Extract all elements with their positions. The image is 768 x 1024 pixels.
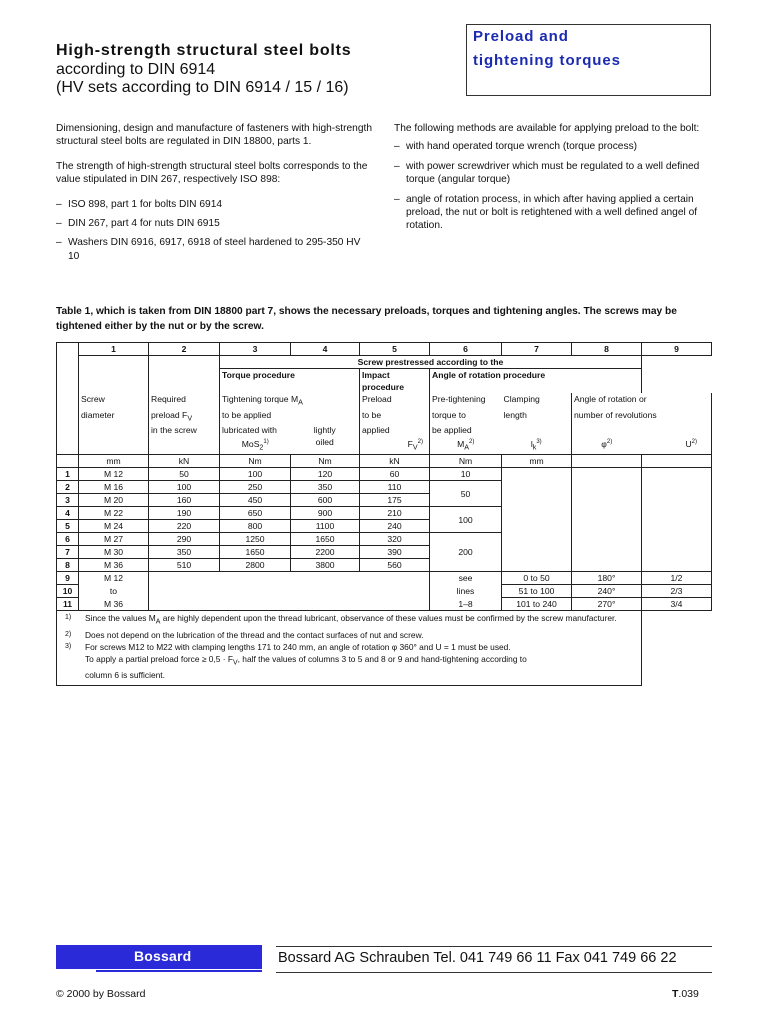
fn-marker: 2) — [65, 630, 72, 638]
angle-procedure-header: Angle of rotation procedure — [430, 369, 642, 382]
h-sup: 2) — [691, 439, 697, 446]
col-num: 7 — [502, 343, 572, 356]
col-num: 4 — [291, 343, 360, 356]
cell-preload: 510 — [149, 559, 220, 572]
cell-torque-mos2: 100 — [220, 468, 291, 481]
cell-diameter: M 20 — [79, 494, 149, 507]
footnote-3 — [61, 641, 637, 653]
page-suffix: .039 — [678, 988, 699, 1000]
cell-angle: 240° — [572, 585, 642, 598]
list-item: – ISO 898, part 1 for bolts DIN 6914 — [56, 198, 374, 211]
cell-impact-preload: 110 — [360, 481, 430, 494]
list-item: – angle of rotation process, in which after having applied a certain preload, the nut or bolt is retightened with a well defined angel of rotation. — [394, 193, 712, 233]
list-item: – Washers DIN 6916, 6917, 6918 of steel hardened to 295-350 HV 10 — [56, 236, 374, 263]
cell-clamping: 101 to 240 — [502, 598, 572, 611]
h-torque-to: torque to — [430, 409, 502, 425]
standards-list — [56, 198, 374, 264]
footer-rule-bottom — [276, 972, 712, 973]
table-row — [57, 572, 712, 585]
contact-line: Bossard AG Schrauben Tel. 041 749 66 11 Fax 041 749 66 22 — [278, 950, 677, 966]
col-num: 1 — [79, 343, 149, 356]
footnote-5: column 6 is sufficient. — [85, 670, 165, 681]
cell-preload: 220 — [149, 520, 220, 533]
cell-preload: 160 — [149, 494, 220, 507]
h-required: Required — [149, 393, 220, 409]
cell-pretight: 50 — [430, 481, 502, 507]
fn-text: Does not depend on the lubrication of the thread and the contact surfaces of nut and screw. — [85, 629, 424, 640]
cell-revolutions: 2/3 — [642, 585, 712, 598]
row-num: 7 — [57, 546, 79, 559]
left-paragraph-1: Dimensioning, design and manufacture of fasteners with high-strength structural steel bolts are regulated in DIN 18800, parts 1. — [56, 123, 372, 148]
col-num: 2 — [149, 343, 220, 356]
h-sup: 3) — [536, 439, 542, 446]
h-lightly: lightly — [291, 424, 360, 436]
cell-impact-preload: 175 — [360, 494, 430, 507]
footnote-1 — [61, 612, 637, 629]
h-fv: F — [407, 439, 413, 450]
cell-diameter: M 36 — [79, 559, 149, 572]
copyright: © 2000 by Bossard — [56, 988, 146, 1000]
title-bold: High-strength structural steel bolts — [56, 42, 352, 59]
right-column — [394, 122, 712, 239]
col-num: 6 — [430, 343, 502, 356]
h-sub: V — [187, 414, 193, 423]
list-item: – with hand operated torque wrench (torque process) — [394, 140, 712, 153]
cell-impact-preload: 60 — [360, 468, 430, 481]
row-num: 1 — [57, 468, 79, 481]
title-line-2: according to DIN 6914 — [56, 61, 216, 78]
footer-rule-top — [276, 946, 712, 947]
unit: Nm — [291, 455, 360, 468]
h-to-be: to be — [360, 409, 430, 425]
cell-torque-mos2: 450 — [220, 494, 291, 507]
h-sup: 2) — [469, 439, 475, 446]
list-item: – DIN 267, part 4 for nuts DIN 6915 — [56, 217, 374, 230]
section-title-line-1: Preload and — [473, 28, 569, 45]
h-length: length — [502, 409, 572, 425]
section-title-box — [466, 24, 711, 96]
h-in-screw: in the screw — [149, 424, 220, 436]
footnote-4 — [61, 653, 637, 670]
fn-marker: 3) — [65, 642, 72, 650]
group-header: Screw prestressed according to the — [220, 356, 642, 369]
cell-angle: 270° — [572, 598, 642, 611]
cell-torque-mos2: 800 — [220, 520, 291, 533]
fn-text: , half the values of columns 3 to 5 and 8 or 9 and hand-tightening according to — [237, 653, 527, 664]
page-number — [672, 988, 699, 1000]
col-num: 3 — [220, 343, 291, 356]
cell-impact-preload: 560 — [360, 559, 430, 572]
right-paragraph-1: The following methods are available for applying preload to the bolt: — [394, 123, 700, 134]
fn-text: Since the values M — [85, 613, 156, 624]
cell-torque-oiled: 1100 — [291, 520, 360, 533]
cell-diameter: M 30 — [79, 546, 149, 559]
h-oiled: oiled — [291, 436, 360, 454]
cell-see: lines — [430, 585, 502, 598]
h-clamping: Clamping — [502, 393, 572, 409]
h-tightening: Tightening torque M — [222, 394, 299, 404]
cell-preload: 100 — [149, 481, 220, 494]
row-num: 5 — [57, 520, 79, 533]
cell-preload: 190 — [149, 507, 220, 520]
cell-torque-oiled: 900 — [291, 507, 360, 520]
bossard-logo — [56, 945, 262, 969]
table-intro: Table 1, which is taken from DIN 18800 part 7, shows the necessary preloads, torques and tightening angles. The screws may be tightened either by the nut or by the screw. — [56, 306, 677, 332]
h-screw: Screw — [79, 393, 149, 409]
h-sub: k — [532, 444, 537, 453]
section-title-line-2: tightening torques — [473, 52, 621, 69]
title-line-3: (HV sets according to DIN 6914 / 15 / 16) — [56, 79, 349, 96]
row-num: 9 — [57, 572, 79, 585]
h-lk: l — [530, 439, 533, 450]
cell-torque-mos2: 650 — [220, 507, 291, 520]
cell-impact-preload: 320 — [360, 533, 430, 546]
h-diameter: diameter — [79, 409, 149, 425]
cell-see: 1–8 — [430, 598, 502, 611]
cell-torque-oiled: 120 — [291, 468, 360, 481]
cell-impact-preload: 390 — [360, 546, 430, 559]
h-sup: 2) — [606, 439, 613, 446]
unit: mm — [79, 455, 149, 468]
h-preload-fv: preload F — [151, 409, 188, 420]
cell-impact-preload: 240 — [360, 520, 430, 533]
cell-torque-oiled: 350 — [291, 481, 360, 494]
cell-clamping: 51 to 100 — [502, 585, 572, 598]
footnotes — [57, 611, 712, 686]
cell-torque-oiled: 3800 — [291, 559, 360, 572]
cell-pretight: 100 — [430, 507, 502, 533]
cell-diameter: M 24 — [79, 520, 149, 533]
row-num: 4 — [57, 507, 79, 520]
fn-text: are highly dependent upon the thread lubricant, observance of these values must be confirmed by the screw manufacturer. — [160, 613, 617, 624]
cell-clamping: 0 to 50 — [502, 572, 572, 585]
fn-sub: A — [155, 618, 161, 626]
cell-torque-mos2: 1650 — [220, 546, 291, 559]
page-prefix: T — [672, 988, 679, 1000]
unit: Nm — [220, 455, 291, 468]
fn-marker: 1) — [65, 614, 72, 622]
row-num: 8 — [57, 559, 79, 572]
cell-diameter: M 36 — [79, 598, 149, 611]
h-sub: V — [412, 444, 418, 453]
units-row — [57, 455, 712, 468]
h-revolutions: number of revolutions — [572, 409, 712, 425]
fn-sub: V — [232, 659, 238, 667]
h-u: U — [685, 439, 692, 450]
cell-torque-oiled: 600 — [291, 494, 360, 507]
h-phi: φ — [601, 439, 607, 450]
table-row — [57, 468, 712, 481]
impact-procedure-header-2: procedure — [360, 381, 430, 393]
cell-preload: 50 — [149, 468, 220, 481]
h-mos2: MoS — [241, 439, 260, 450]
fn-text: To apply a partial preload force ≥ 0,5 · F — [85, 653, 233, 664]
fn-text: For screws M12 to M22 with clamping lengths 171 to 240 mm, an angle of rotation φ 360° and U = 1 must be used. — [85, 641, 511, 652]
cell-torque-mos2: 250 — [220, 481, 291, 494]
left-paragraph-2: The strength of high-strength structural steel bolts corresponds to the value stipulated in DIN 267, respectively ISO 898: — [56, 160, 368, 186]
h-sup: 2) — [417, 439, 423, 446]
footnote-2 — [61, 629, 637, 641]
h-to-be-applied: to be applied — [220, 409, 360, 425]
unit: mm — [502, 455, 572, 468]
h-pretight: Pre-tightening — [430, 393, 502, 409]
unit: kN — [149, 455, 220, 468]
cell-torque-oiled: 1650 — [291, 533, 360, 546]
cell-pretight: 10 — [430, 468, 502, 481]
cell-see: see — [430, 572, 502, 585]
h-be-applied: be applied — [430, 424, 502, 436]
cell-preload: 290 — [149, 533, 220, 546]
row-num: 3 — [57, 494, 79, 507]
torque-procedure-header: Torque procedure — [220, 369, 360, 382]
cell-revolutions: 1/2 — [642, 572, 712, 585]
col-num: 8 — [572, 343, 642, 356]
logo-underline — [96, 970, 262, 972]
preload-table — [56, 342, 712, 686]
row-num: 6 — [57, 533, 79, 546]
cell-angle: 180° — [572, 572, 642, 585]
column-number-row — [57, 343, 712, 356]
h-preload: Preload — [360, 393, 430, 409]
col-num: 5 — [360, 343, 430, 356]
row-num: 10 — [57, 585, 79, 598]
cell-revolutions: 3/4 — [642, 598, 712, 611]
left-column — [56, 122, 374, 269]
h-angle: Angle of rotation or — [572, 393, 712, 409]
row-num: 2 — [57, 481, 79, 494]
list-item: – with power screwdriver which must be regulated to a well defined torque (angular torque) — [394, 160, 712, 187]
h-applied: applied — [360, 424, 430, 436]
cell-pretight: 200 — [430, 533, 502, 572]
h-ma: M — [457, 439, 465, 450]
cell-preload: 350 — [149, 546, 220, 559]
cell-torque-mos2: 2800 — [220, 559, 291, 572]
cell-diameter: to — [79, 585, 149, 598]
cell-diameter: M 12 — [79, 572, 149, 585]
logo-text: Bossard — [134, 948, 192, 964]
cell-diameter: M 16 — [79, 481, 149, 494]
impact-procedure-header: Impact — [360, 369, 430, 382]
unit: Nm — [430, 455, 502, 468]
cell-diameter: M 22 — [79, 507, 149, 520]
h-sup: 1) — [263, 439, 269, 446]
col-num: 9 — [642, 343, 712, 356]
cell-torque-oiled: 2200 — [291, 546, 360, 559]
h-lubricated: lubricated with — [220, 424, 291, 436]
cell-impact-preload: 210 — [360, 507, 430, 520]
h-sub: A — [298, 398, 303, 407]
row-num: 11 — [57, 598, 79, 611]
methods-list — [394, 140, 712, 232]
cell-diameter: M 27 — [79, 533, 149, 546]
unit: kN — [360, 455, 430, 468]
h-sub: 2 — [259, 444, 264, 453]
h-sub: A — [464, 444, 470, 453]
cell-diameter: M 12 — [79, 468, 149, 481]
cell-torque-mos2: 1250 — [220, 533, 291, 546]
